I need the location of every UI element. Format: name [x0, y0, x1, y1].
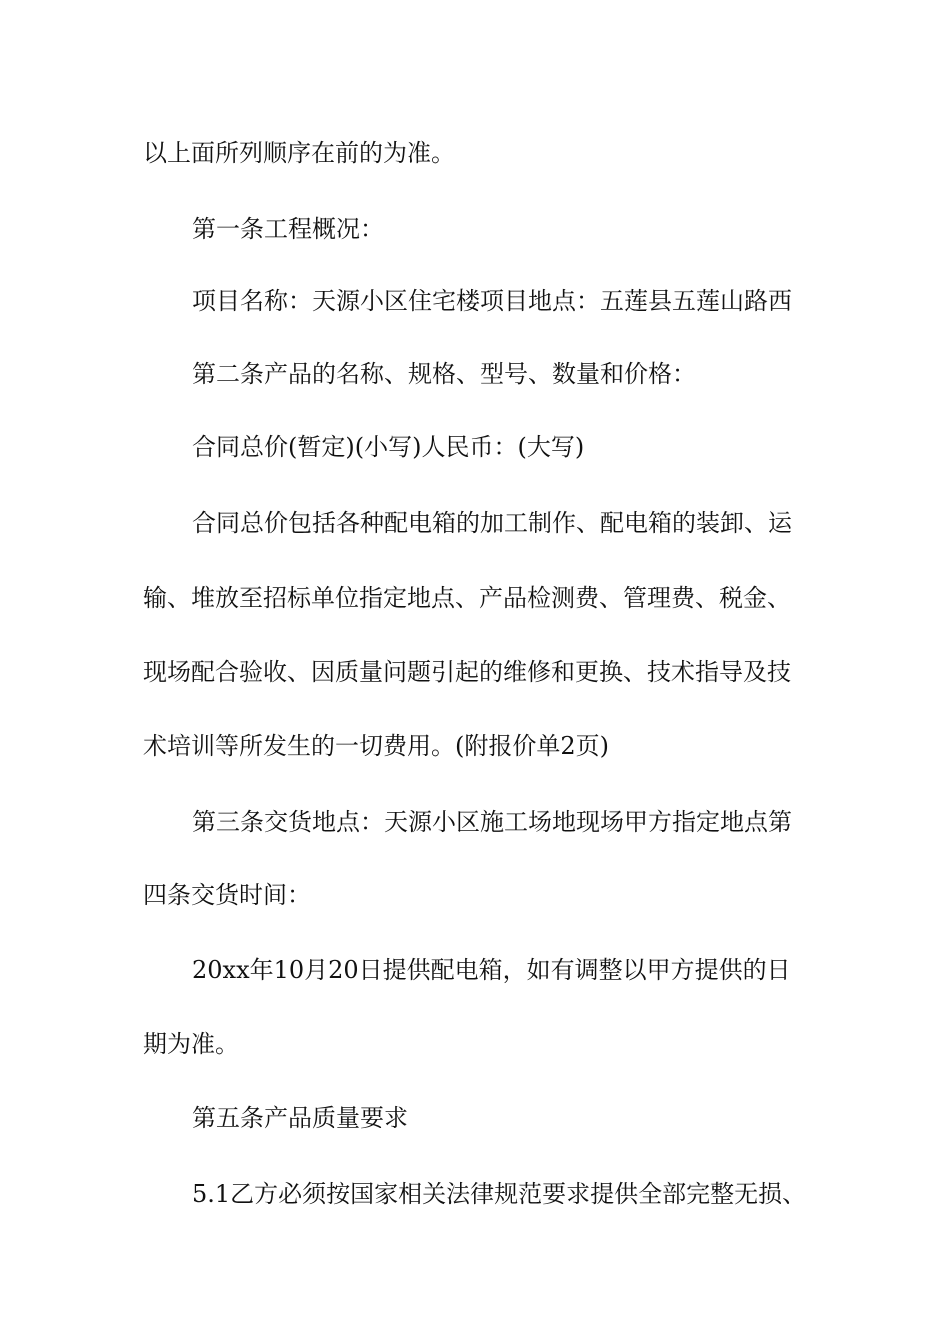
paragraph-line: 合同总价包括各种配电箱的加工制作、配电箱的装卸、运 [192, 509, 792, 537]
paragraph-line: 期为准。 [143, 1030, 239, 1058]
article-1-heading: 第一条工程概况： [192, 215, 384, 243]
paragraph-line: 现场配合验收、因质量问题引起的维修和更换、技术指导及技 [143, 658, 791, 686]
clause-5-1-line: 5.1乙方必须按国家相关法律规范要求提供全部完整无损、 [192, 1180, 807, 1208]
delivery-date-line: 20xx年10月20日提供配电箱，如有调整以甲方提供的日 [192, 956, 791, 984]
contract-total-price-line: 合同总价(暂定)(小写)人民币：(大写) [192, 433, 585, 461]
paragraph-line: 以上面所列顺序在前的为准。 [143, 139, 455, 167]
paragraph-line: 术培训等所发生的一切费用。(附报价单2页) [143, 732, 609, 760]
article-5-heading: 第五条产品质量要求 [192, 1104, 408, 1132]
project-info-line: 项目名称：天源小区住宅楼项目地点：五莲县五莲山路西 [192, 287, 792, 315]
article-2-heading: 第二条产品的名称、规格、型号、数量和价格： [192, 360, 696, 388]
article-4-line: 四条交货时间： [143, 881, 311, 909]
paragraph-line: 输、堆放至招标单位指定地点、产品检测费、管理费、税金、 [143, 584, 791, 612]
article-3-line: 第三条交货地点：天源小区施工场地现场甲方指定地点第 [192, 808, 792, 836]
